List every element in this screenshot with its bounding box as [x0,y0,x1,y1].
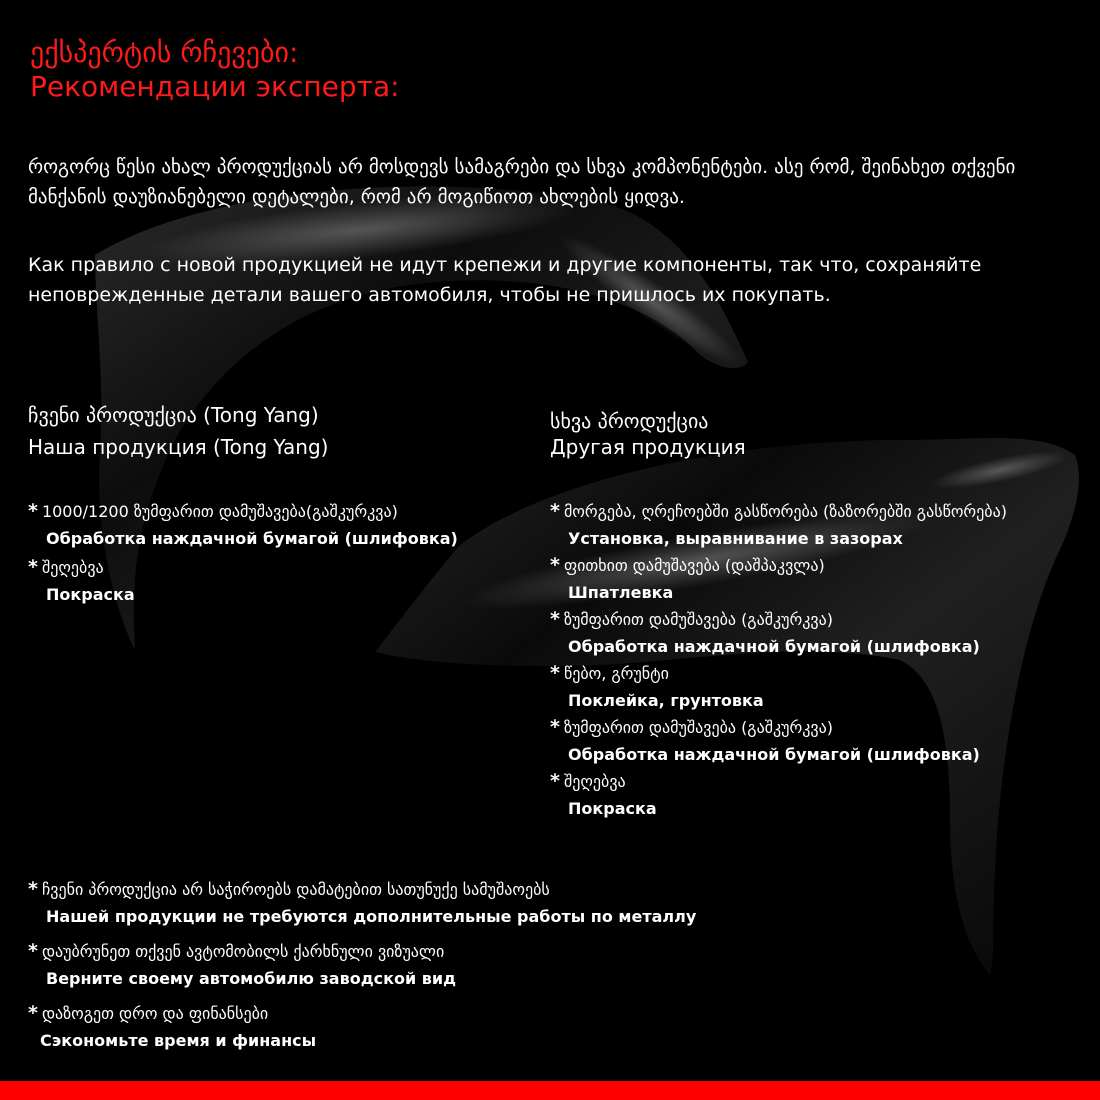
bullet-star: * [550,770,560,792]
right-heading-georgian: სხვა პროდუქცია [550,409,709,433]
item-georgian: შეღებვა [41,558,104,577]
benefit-russian: Сэкономьте время и финансы [40,1031,317,1050]
left-items [28,498,458,608]
list-item [550,768,1007,822]
list-item [550,498,1007,552]
intro-russian: Как правило с новой продукцией не идут крепежи и другие компоненты, так что, сохраняйте неповрежденные детали вашего автомобиля, чтобы не пришлось их покупать. [28,254,982,306]
list-item [28,554,458,608]
item-russian: Обработка наждачной бумагой (шлифовка) [568,745,980,764]
list-item [550,714,1007,768]
item-russian: Обработка наждачной бумагой (шлифовка) [568,637,980,656]
list-item [550,552,1007,606]
bullet-star: * [550,608,560,630]
list-item [550,606,1007,660]
benefit-item [28,938,696,992]
item-russian: Установка, выравнивание в зазорах [568,529,903,548]
benefit-georgian: დაუბრუნეთ თქვენ ავტომობილს ქარხნული ვიზუალი [41,942,445,961]
bullet-star: * [550,662,560,684]
benefit-item [28,1000,696,1054]
bullet-star: * [28,1002,38,1024]
left-heading-georgian: ჩვენი პროდუქცია (Tong Yang) [28,403,319,427]
intro-georgian: როგორც წესი ახალ პროდუქციას არ მოსდევს სამაგრები და სხვა კომპონენტები. ასე რომ, შეინახეთ თქვენი მანქანის დაუზიანებელი დეტალები, რომ არ მოგიწიოთ ახლების ყიდვა. [28,156,1016,208]
right-heading-russian: Другая продукция [550,435,746,459]
title-georgian: ექსპერტის რჩევები: [30,36,299,69]
benefit-georgian: ჩვენი პროდუქცია არ საჭიროებს დამატებით სათუნუქე სამუშაოებს [41,880,550,899]
list-item [28,498,458,552]
left-heading-russian: Наша продукция (Tong Yang) [28,435,329,459]
item-georgian: წებო, გრუნტი [563,664,669,683]
benefit-georgian: დაზოგეთ დრო და ფინანსები [41,1004,269,1023]
item-russian: Покраска [46,585,135,604]
item-russian: Поклейка, грунтовка [568,691,764,710]
bullet-star: * [28,940,38,962]
item-georgian: ზუმფარით დამუშავება (გაშკურკვა) [563,610,833,629]
bullet-star: * [550,554,560,576]
benefit-russian: Верните своему автомобилю заводской вид [46,969,456,988]
item-georgian: მორგება, ღრეჩოებში გასწორება (ზაზორებში გასწორება) [563,502,1007,521]
bullet-star: * [550,500,560,522]
benefit-russian: Нашей продукции не требуются дополнительные работы по металлу [46,907,697,926]
benefit-item [28,876,696,930]
bottom-red-bar [0,1081,1100,1100]
benefits-list [28,876,696,1054]
item-georgian: შეღებვა [563,772,626,791]
item-georgian: ფითხით დამუშავება (დაშპაკვლა) [563,556,825,575]
item-russian: Покраска [568,799,657,818]
bullet-star: * [28,500,38,522]
bullet-star: * [28,878,38,900]
item-georgian: 1000/1200 ზუმფარით დამუშავება(გაშკურკვა) [41,502,398,521]
bullet-star: * [28,556,38,578]
list-item [550,660,1007,714]
item-russian: Обработка наждачной бумагой (шлифовка) [46,529,458,548]
item-georgian: ზუმფარით დამუშავება (გაშკურკვა) [563,718,833,737]
title-russian: Рекомендации эксперта: [30,70,400,103]
item-russian: Шпатлевка [568,583,674,602]
bullet-star: * [550,716,560,738]
right-items [550,498,1007,822]
